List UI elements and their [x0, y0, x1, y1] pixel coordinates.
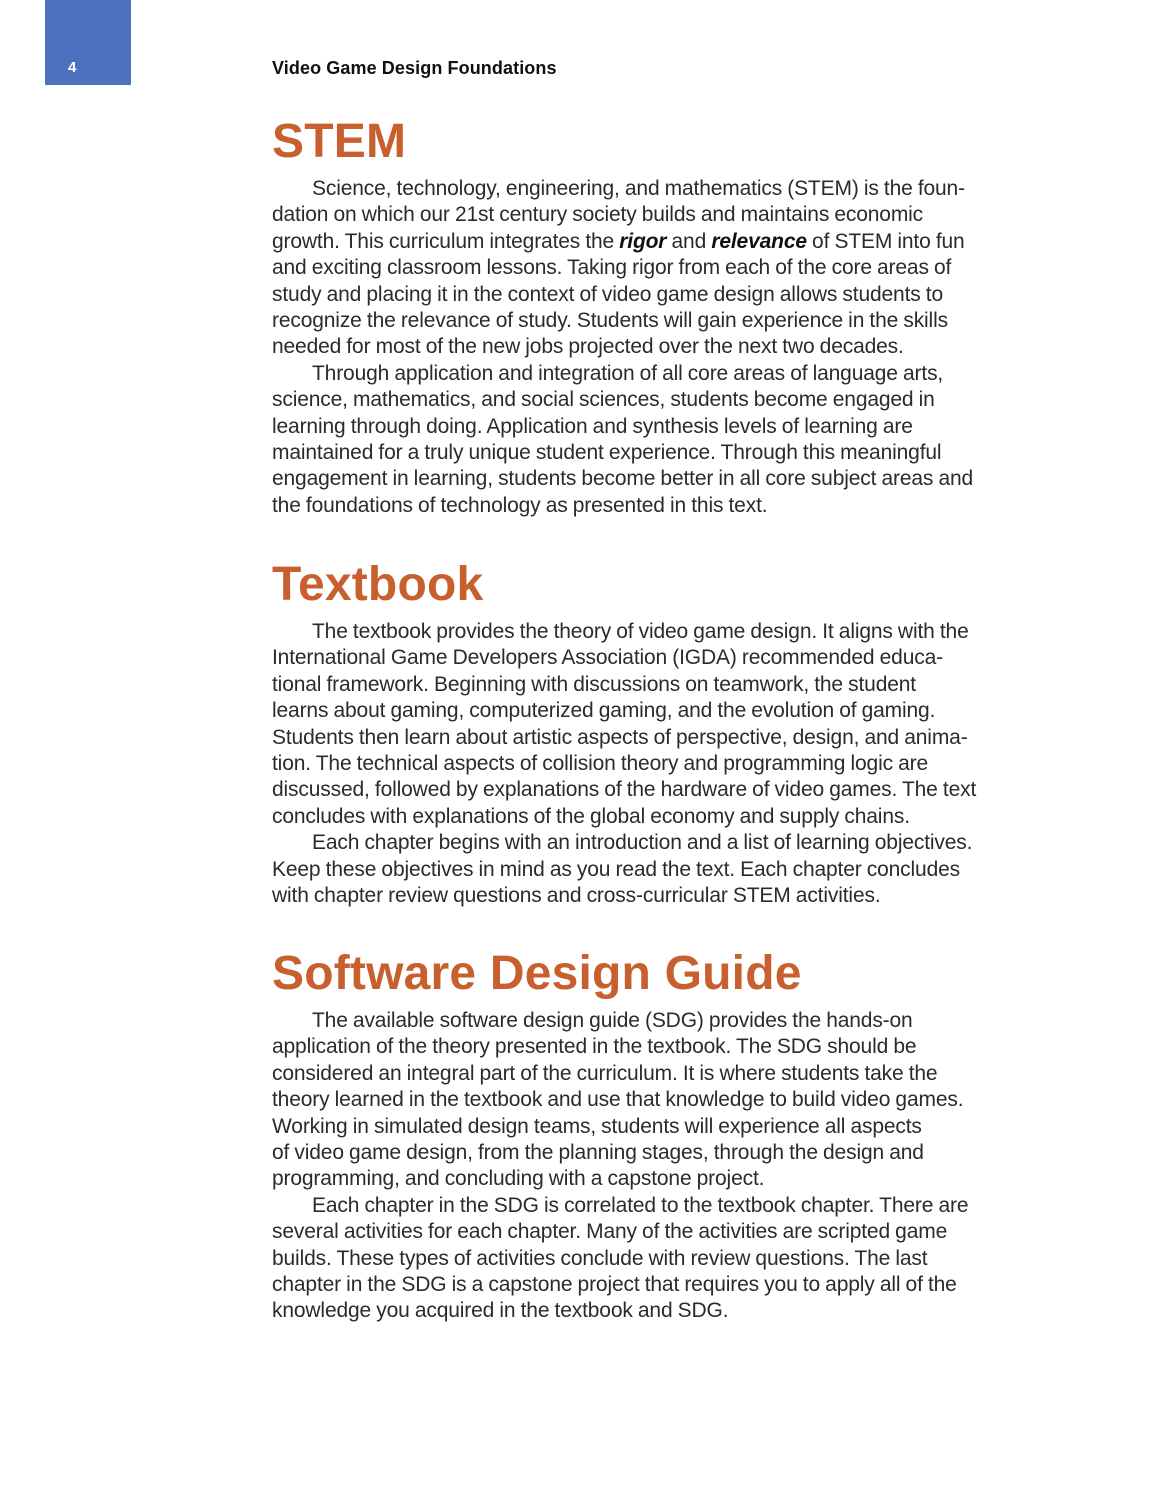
- page-tab: [45, 0, 131, 85]
- text-line: Science, technology, engineering, and mathematics (STEM) is the foun-: [312, 177, 965, 200]
- text-run: and: [666, 229, 712, 253]
- text-line: several activities for each chapter. Many of the activities are scripted game: [272, 1220, 948, 1244]
- text-line: discussed, followed by explanations of the hardware of video games. The text: [272, 778, 977, 802]
- text-line: concludes with explanations of the global economy and supply chains.: [272, 804, 910, 828]
- page-number: 4: [68, 59, 77, 76]
- text-line: needed for most of the new jobs projected over the next two decades.: [272, 335, 904, 359]
- text-run: of STEM into fun: [806, 229, 965, 253]
- text-line: Each chapter begins with an introduction and a list of learning objectives.: [312, 831, 973, 855]
- text-line: and exciting classroom lessons. Taking rigor from each of the core areas of: [272, 256, 952, 280]
- section-software-design-guide: [272, 948, 1002, 1325]
- text-line: recognize the relevance of study. Students will gain experience in the skills: [272, 309, 948, 333]
- section-title-software-design-guide: Software Design Guide: [272, 947, 802, 1000]
- text-line: International Game Developers Association (IGDA) recommended educa-: [272, 646, 943, 670]
- text-line: The textbook provides the theory of video game design. It aligns with the: [312, 620, 969, 643]
- text-line: Working in simulated design teams, students will experience all aspects: [272, 1114, 922, 1138]
- emphasis-rigor: rigor: [619, 229, 667, 253]
- text-line: study and placing it in the context of video game design allows students to: [272, 282, 944, 306]
- text-line: considered an integral part of the curriculum. It is where students take the: [272, 1061, 938, 1085]
- text-line: tion. The technical aspects of collision theory and programming logic are: [272, 752, 929, 776]
- stem-paragraph-1: [272, 176, 1002, 361]
- text-line: engagement in learning, students become better in all core subject areas and: [272, 467, 974, 491]
- text-line: The available software design guide (SDG) provides the hands-on: [312, 1009, 913, 1032]
- text-line: Students then learn about artistic aspects of perspective, design, and anima-: [272, 725, 968, 749]
- section-title-stem: STEM: [272, 115, 407, 168]
- sdg-paragraph-2: [272, 1193, 1002, 1325]
- text-line: Each chapter in the SDG is correlated to the textbook chapter. There are: [312, 1193, 969, 1217]
- textbook-paragraph-2: [272, 830, 1002, 909]
- sdg-paragraph-1: [272, 1008, 1002, 1193]
- text-line: theory learned in the textbook and use that knowledge to build video games.: [272, 1088, 964, 1112]
- text-line: learning through doing. Application and synthesis levels of learning are: [272, 414, 913, 438]
- section-title-textbook: Textbook: [272, 558, 484, 611]
- text-line: knowledge you acquired in the textbook and SDG.: [272, 1299, 729, 1323]
- section-stem: [272, 116, 1002, 519]
- text-line: chapter in the SDG is a capstone project that requires you to apply all of the: [272, 1273, 957, 1297]
- text-line-with-emphasis: [272, 229, 1002, 255]
- emphasis-relevance: relevance: [711, 229, 807, 253]
- text-line: dation on which our 21st century society builds and maintains economic: [272, 203, 924, 227]
- text-line: with chapter review questions and cross-curricular STEM activities.: [272, 884, 881, 908]
- text-line: the foundations of technology as presented in this text.: [272, 493, 768, 517]
- text-line: programming, and concluding with a capstone project.: [272, 1167, 765, 1191]
- stem-paragraph-2: [272, 361, 1002, 519]
- text-line: maintained for a truly unique student experience. Through this meaningful: [272, 441, 942, 465]
- running-head: Video Game Design Foundations: [272, 58, 557, 78]
- text-line: Keep these objectives in mind as you read the text. Each chapter concludes: [272, 857, 960, 881]
- section-textbook: [272, 559, 1002, 909]
- text-line: application of the theory presented in the textbook. The SDG should be: [272, 1035, 917, 1059]
- text-line: of video game design, from the planning stages, through the design and: [272, 1141, 924, 1165]
- text-line: tional framework. Beginning with discussions on teamwork, the student: [272, 672, 916, 696]
- text-line: learns about gaming, computerized gaming, and the evolution of gaming.: [272, 699, 936, 723]
- text-run: growth. This curriculum integrates the: [272, 229, 620, 253]
- text-line: science, mathematics, and social sciences, students become engaged in: [272, 388, 935, 412]
- text-line: builds. These types of activities conclude with review questions. The last: [272, 1246, 928, 1270]
- textbook-paragraph-1: [272, 619, 1002, 830]
- text-line: Through application and integration of all core areas of language arts,: [312, 361, 944, 385]
